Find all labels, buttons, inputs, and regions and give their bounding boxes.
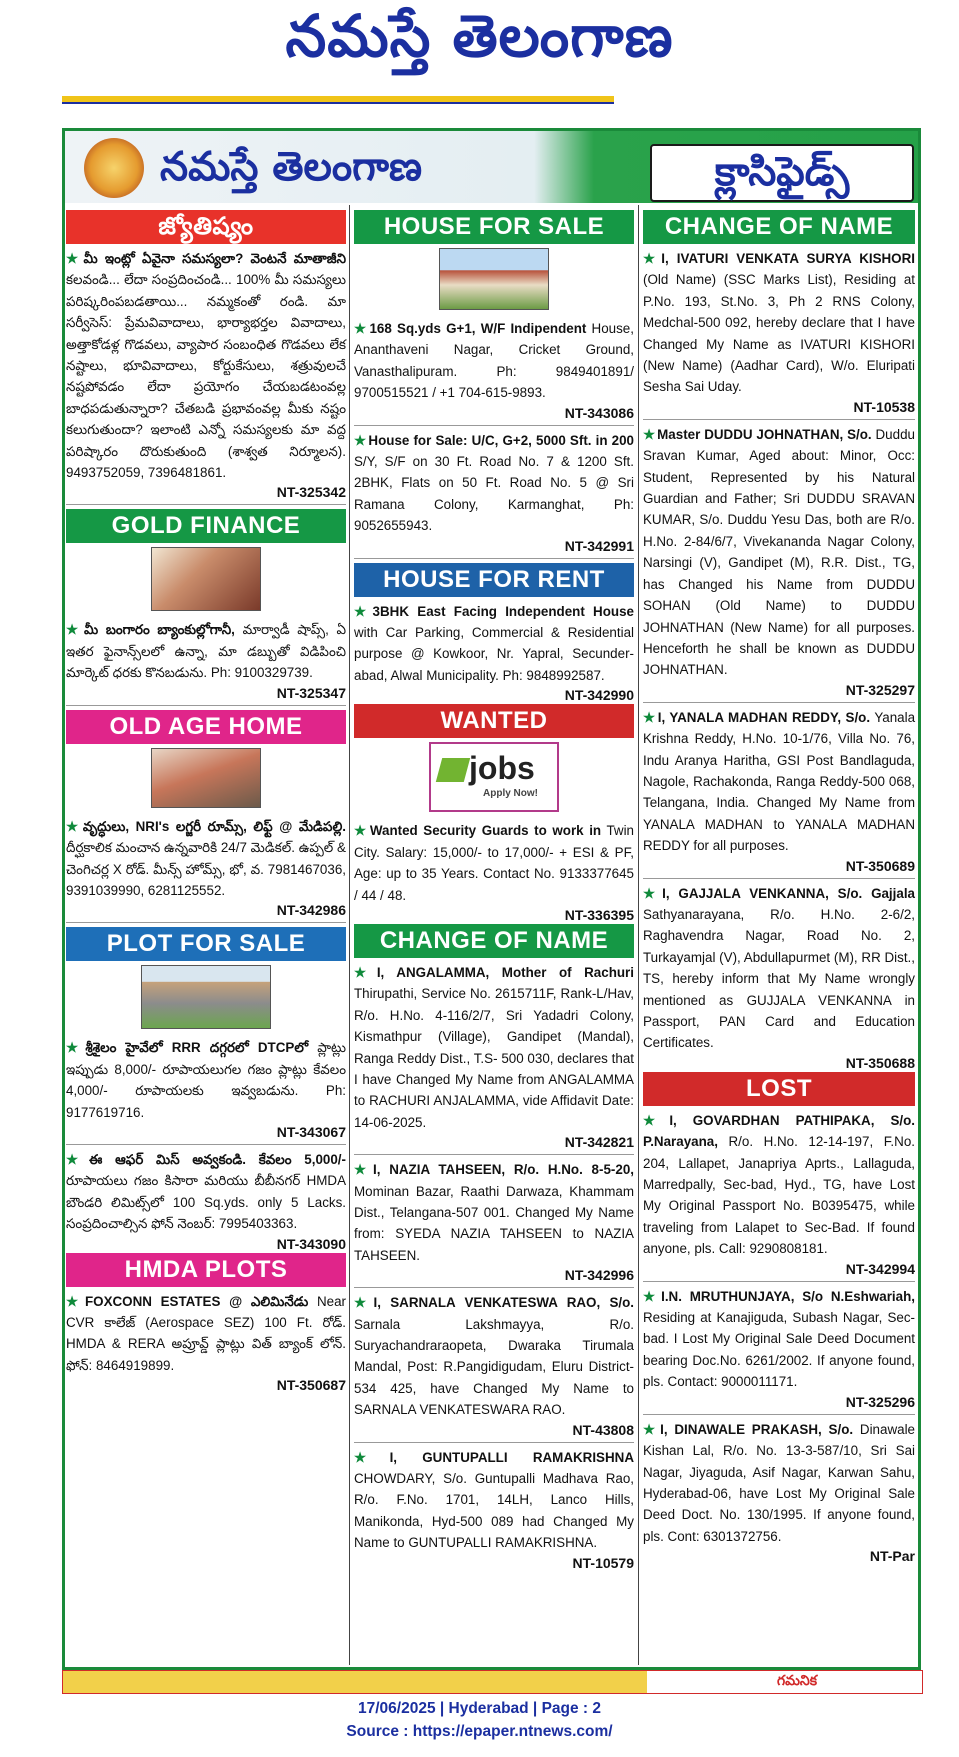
ad-body: (Old Name) (SSC Marks List), Residing at P.No. 193, St.No. 3, Ph 2 RNS Colony, Medchal-500 092, hereby declare that I have Changed My Name as IVATURI KISHORI (New Name) (Aadhar Card), W/o. Eluripati Sesha Sai Uday. [643, 272, 915, 395]
ad-lead: 3BHK East Facing Independent House [372, 603, 634, 619]
ad-ref: NT-343067 [276, 1123, 346, 1140]
house-image [439, 248, 549, 310]
divider [66, 922, 346, 923]
ad-lead: Master DUDDU JOHNATHAN, S/o. [657, 426, 872, 442]
ad-change-name-1 [354, 962, 634, 1133]
ad-body: దీర్ఘకాలిక మంచాన ఉన్నవారికి 24/7 మెడికల్. ఉప్పల్ & చెంగిచర్ల X రోడ్. మీన్స్ హోమ్స్, భో, వ. 7981467036, 9391039990, 6281125552. [66, 840, 346, 898]
column-middle [354, 210, 634, 1572]
ad-body: Dinawale Kishan Lal, R/o. No. 13-3-587/10, Sri Sai Nagar, Jiyaguda, Asif Nagar, Karwan Sahu, Hyderabad-06, have Lost My Original Sale Deed Doct. No. 130/1995. If anyone found, pls. Cont: 6301372756. [643, 1421, 915, 1544]
divider [354, 425, 634, 426]
ad-ref: NT-343086 [564, 404, 634, 421]
ad-ref: NT-10538 [853, 398, 915, 415]
newspaper-logo-icon [84, 138, 144, 198]
ad-body: Duddu Sravan Kumar, Aged about: Minor, Occ: Student, Represented by his Natural Guardian and Father; Sri DUDDU SRAVAN KUMAR, S/o. Duddu Yesu Das, both are R/o. H.No. 2-84/6/7, Vivekananda Nagar Colony, Narsingi (V), Gandipet (M), R.R. Dist., TG, has Changed his Name from DUDDU SOHAN (Old Name) to DUDDU JOHNATHAN (New Name) for all purposes. Henceforth he shall be known as DUDDU JOHNATHAN. [643, 426, 915, 678]
ad-body: Mominan Bazar, Raathi Darwaza, Khammam Dist., Telangana-507 001. Changed My Name from: SYEDA NAZIA TAHSEEN to NAZIA TAHSEEN. [354, 1183, 634, 1263]
jobs-mark-icon [436, 758, 470, 782]
ad-ref: NT-342991 [564, 537, 634, 554]
section-heading-plot-for-sale: PLOT FOR SALE [66, 927, 346, 961]
divider [643, 419, 915, 420]
ad-lead: శ్రీశైలం హైవేలో RRR దగ్గరలో DTCPలో [85, 1040, 309, 1056]
star-icon: ★ [66, 1293, 83, 1309]
ad-ref: NT-342996 [564, 1267, 634, 1284]
ad-house-rent [354, 601, 634, 687]
ad-lead: 168 Sq.yds G+1, W/F Indipendent [369, 321, 587, 336]
ad-lead: I, IVATURI VENKATA SURYA KISHORI [661, 251, 915, 266]
ad-ref: NT-343090 [276, 1235, 346, 1252]
ad-lead: I, YANALA MADHAN REDDY, S/o. [657, 709, 871, 725]
section-heading-change-of-name: CHANGE OF NAME [643, 210, 915, 244]
ad-plot-1 [66, 1037, 346, 1123]
ad-body: CHOWDARY, S/o. Guntupalli Madhava Rao, R/o. F.No. 1701, 14LH, Lanco Hills, Manikonda, Hyd-500 089 had Changed My Name to GUNTUPALLI RAMAKRISHNA. [354, 1471, 634, 1551]
star-icon: ★ [354, 964, 375, 980]
ad-ref: NT-325296 [845, 1393, 915, 1410]
ad-body: ప్లాట్లు ఇప్పుడు 8,000/- రూపాయలుగల గజం ప్లాట్లు కేవలం 4,000/- రూపాయలకు ఇవ్వబడును. Ph: 9177619716. [66, 1040, 346, 1120]
divider [66, 1144, 346, 1145]
ad-ref: NT-342821 [564, 1134, 634, 1151]
column-right [643, 210, 915, 1565]
divider [643, 878, 915, 879]
ad-ref: NT-350689 [845, 857, 915, 874]
ad-ref: NT-350688 [845, 1054, 915, 1071]
ad-body: Yanala Krishna Reddy, H.No. 10-1/76, Villa No. 76, Indu Aranya Haritha, GSI Post Bandlaguda, Nagole, Rachakonda, Ranga Reddy-500 068, Telangana, India. Changed My Name from YANALA MADHAN to YANALA MADHAN REDDY for all purposes. [643, 709, 916, 854]
star-icon: ★ [66, 1151, 88, 1167]
ad-body: S/Y, S/F on 30 Ft. Road No. 7 & 1200 Sft. 2BHK, Flats on 50 Ft. Road No. 5 @ Sri Ramana Colony, Karmanghat, Ph: 9052655943. [354, 454, 634, 534]
divider [643, 702, 915, 703]
ad-body: మార్వాడీ షాప్స్, ఏ ఇతర ఫైనాన్స్‌లలో ఉన్నా, మా డబ్బుతో విడిపించి మార్కెట్ ధరకు కొనబడును. Ph: 9100329739. [66, 622, 346, 681]
ad-lead: I, GAJJALA VENKANNA, S/o. Gajjala [662, 885, 915, 901]
ad-house-sale-1 [354, 318, 634, 404]
star-icon: ★ [643, 251, 660, 266]
ad-lead: I, NAZIA TAHSEEN, R/o. H.No. 8-5-20, [373, 1162, 634, 1178]
jobs-logo [429, 742, 559, 812]
source-link[interactable]: Source : https://epaper.ntnews.com/ [346, 1723, 613, 1740]
ad-ref: NT-325342 [276, 484, 346, 501]
divider [354, 1442, 634, 1443]
star-icon: ★ [643, 885, 661, 901]
ad-ref: NT-325347 [276, 684, 346, 701]
ad-change-name-2 [354, 1159, 634, 1266]
ad-body: కలవండి... లేదా సంప్రదించండి... 100% మీ సమస్యలు పరిష్కరింపబడతాయి... నమ్మకంతో రండి. మా సర్వీసెస్: ప్రేమవివాదాలు, భార్యాభర్తల వివాదాలు, అత్తాకోడళ్ల గొడవలు, వ్యాపార సంబంధిత గొడవలు లేక నష్టాలు, భూవివాదాలు, కోర్టుకేసులు, శత్రువులచే నష్టపోవడం లేదా ప్రయోగం చేయబడటంవల్ల బాధపడుతున్నారా? చేతబడి ప్రభావంవల్ల మీకు నష్టం కలుగుతుందా? ఇలాంటి ఎన్నో సమస్యలకు మా వద్ద పరిష్కారం దొరుకుతుంది (శాశ్వత నిర్మూలన). 9493752059, 7396481861. [66, 272, 346, 481]
jobs-word: jobs [469, 750, 535, 787]
ad-change-name-1 [643, 248, 915, 398]
ad-wanted [354, 820, 634, 906]
masthead-rule [62, 96, 614, 104]
ad-old-age-home [66, 816, 346, 902]
ad-change-name-2 [643, 424, 915, 681]
star-icon: ★ [354, 1295, 372, 1311]
ad-gold-finance [66, 619, 346, 683]
section-heading-old-age-home: OLD AGE HOME [66, 710, 346, 744]
ad-lead: I, ANGALAMMA, Mother of Rachuri [376, 964, 634, 980]
page-footer [0, 1697, 959, 1743]
masthead [0, 0, 959, 105]
page-info: 17/06/2025 | Hyderabad | Page : 2 [357, 1700, 602, 1717]
ad-ref: NT-10579 [572, 1554, 634, 1571]
ad-lead: ఈ ఆఫర్ మిస్ అవ్వకండి. కేవలం 5,000/- [89, 1151, 346, 1167]
ad-ref: NT-342986 [276, 902, 346, 919]
ad-hmda-plots [66, 1291, 346, 1377]
column-divider [349, 205, 350, 1665]
masthead-title: నమస్తే తెలంగాణ [285, 2, 674, 70]
banner-title: నమస్తే తెలంగాణ [160, 144, 423, 190]
ad-body: R/o. H.No. 12-14-197, F.No. 204, Lallapet, Janapriya Aprts., Lallaguda, Marredpally, Sec-bad, Hyd., TG, have Lost My Original Passport No. B0395475, while traveling from Lalapet to Sec-Bad. If found anyone, pls. Call: 9290808181. [643, 1134, 915, 1257]
ad-lead: FOXCONN ESTATES @ ఎలిమినేడు [84, 1293, 309, 1309]
ad-lead: మీ ఇంట్లో ఏవైనా సమస్యలా? వెంటనే మాతాజీని [83, 251, 346, 266]
ad-lead: I, GUNTUPALLI RAMAKRISHNA [389, 1449, 634, 1465]
section-heading-lost: LOST [643, 1072, 915, 1106]
ad-lead: I.N. MRUTHUNJAYA, S/o N.Eshwariah, [661, 1288, 915, 1304]
divider [354, 1287, 634, 1288]
ad-ref: NT-43808 [572, 1421, 634, 1438]
star-icon: ★ [643, 1421, 659, 1437]
star-icon: ★ [643, 709, 656, 725]
plot-image [141, 965, 271, 1029]
star-icon: ★ [643, 426, 656, 442]
section-heading-wanted: WANTED [354, 704, 634, 738]
star-icon: ★ [643, 1112, 668, 1128]
divider [643, 1414, 915, 1415]
ad-lead: I, GOVARDHAN PATHIPAKA, S/o. P.Narayana, [643, 1112, 915, 1150]
ad-house-sale-2 [354, 430, 634, 537]
ad-body: Thirupathi, Service No. 2615711F, Rank-L/Hav, R/o. H.No. 4-116/2/7, Sri Yadadri Colony, Kismathpur (Village), Gandipet (Mandal), Ranga Reddy Dist., T.S- 500 030, declares that I have Changed My Name from ANGALAMMA to RACHURI ANJALAMMA, vide Affidavit Date: 14-06-2025. [354, 986, 634, 1130]
star-icon: ★ [66, 622, 82, 638]
column-left [66, 210, 346, 1394]
ad-body: Residing at Kanajiguda, Subash Nagar, Sec-bad. I Lost My Original Sale Deed Document bearing Doc.No. 6261/2002. If anyone found, pls. Contact: 9000011171. [643, 1310, 915, 1390]
ad-body: Near CVR కాలేజ్ (Aerospace SEZ) 100 Ft. రోడ్. HMDA & RERA అప్రూవ్డ్ ప్లాట్లు విత్ బ్యాంక్ లోన్. ఫోన్: 8464919899. [66, 1293, 346, 1373]
footer-notice: గమనిక [776, 1673, 818, 1689]
ad-plot-2 [66, 1149, 346, 1235]
ad-body: రూపాయలు గజం కిసారా మరియు బీబీనగర్ HMDA బౌండరి లిమిట్స్‌లో 100 Sq.yds. only 5 Lacks. సంప్రదించాల్సిన ఫోన్ నెంబర్: 7995403363. [66, 1173, 346, 1232]
divider [354, 558, 634, 559]
section-heading-house-for-rent: HOUSE FOR RENT [354, 563, 634, 597]
ad-lead: మీ బంగారం బ్యాంకుల్లోగానీ, [83, 622, 235, 638]
ad-lead: వృద్ధులు, NRI's లగ్జరీ రూమ్స్, లిఫ్ట్ @ మేడిపల్లి. [82, 818, 346, 834]
star-icon: ★ [66, 251, 82, 266]
star-icon: ★ [354, 321, 368, 336]
star-icon: ★ [354, 432, 367, 448]
ad-lost-3 [643, 1419, 915, 1547]
ad-body: Sathyanarayana, R/o. H.No. 2-6/2, Raghavendra Nagar, Road No. 2, Turkayamjal (V), Abdullapurmet (M), RR Dist., TS, hereby inform that My Name wrongly mentioned as GUJJALA VENKANNA in Passport, PAN Card and Education Certificates. [643, 906, 915, 1051]
ad-lost-1 [643, 1110, 915, 1260]
divider [66, 504, 346, 505]
ad-ref: NT-342994 [845, 1260, 915, 1277]
ad-ref: NT-350687 [276, 1377, 346, 1394]
ad-ref: NT-Par [869, 1548, 915, 1565]
section-heading-hmda-plots: HMDA PLOTS [66, 1253, 346, 1287]
section-heading-jyotisham: జ్యోతిష్యం [66, 210, 346, 244]
ad-lead: I, SARNALA VENKATESWA RAO, S/o. [373, 1295, 634, 1311]
star-icon: ★ [643, 1288, 660, 1304]
section-heading-house-for-sale: HOUSE FOR SALE [354, 210, 634, 244]
star-icon: ★ [354, 1162, 372, 1178]
star-icon: ★ [354, 823, 368, 839]
column-divider [638, 205, 639, 1665]
money-image [151, 547, 261, 611]
ad-body: Sarnala Lakshmayya, R/o. Suryachandraraopeta, Dwaraka Tirumala Mandal, Post: R.Pangidigudam, Eluru District-534 425, have Changed My Name to SARNALA VENKATESWARA RAO. [354, 1316, 634, 1418]
old-age-home-image [151, 748, 261, 808]
ad-ref: NT-325297 [845, 681, 915, 698]
ad-lead: I, DINAWALE PRAKASH, S/o. [660, 1421, 854, 1437]
ad-lead: House for Sale: U/C, G+2, 5000 Sft. in 200 [368, 432, 634, 448]
divider [354, 1154, 634, 1155]
ad-change-name-3 [354, 1292, 634, 1420]
ad-lead: Wanted Security Guards to work in [369, 823, 602, 839]
ad-jyotisham [66, 248, 346, 483]
star-icon: ★ [354, 1449, 388, 1465]
ad-change-name-3 [643, 707, 915, 857]
star-icon: ★ [66, 818, 81, 834]
ad-body: with Car Parking, Commercial & Residential purpose @ Kowkoor, Nr. Yapral, Secunder-abad, Alwal Municipality. Ph: 9848992587. [354, 625, 634, 683]
divider [66, 705, 346, 706]
ad-body: Twin City. Salary: 15,000/- to 17,000/- + ESI & PF, Age: up to 35 Years. Contact No. 9133377645 / 44 / 48. [354, 823, 634, 903]
divider [643, 1281, 915, 1282]
jobs-subtitle: Apply Now! [483, 788, 538, 800]
star-icon: ★ [354, 603, 371, 619]
section-heading-change-of-name: CHANGE OF NAME [354, 924, 634, 958]
banner-classified-label: క్లాసిఫైడ్స్ [650, 144, 914, 202]
ad-ref: NT-342990 [564, 687, 634, 704]
ad-body: House, Ananthaveni Nagar, Cricket Ground, Vanasthalipuram. Ph: 9849401891/ 9700515521 / +1 704-615-9893. [354, 321, 634, 401]
ad-lost-2 [643, 1286, 915, 1393]
star-icon: ★ [66, 1040, 84, 1056]
section-heading-gold-finance: GOLD FINANCE [66, 509, 346, 543]
ad-change-name-4 [354, 1447, 634, 1554]
ad-change-name-4 [643, 883, 915, 1054]
ad-ref: NT-336395 [564, 906, 634, 923]
